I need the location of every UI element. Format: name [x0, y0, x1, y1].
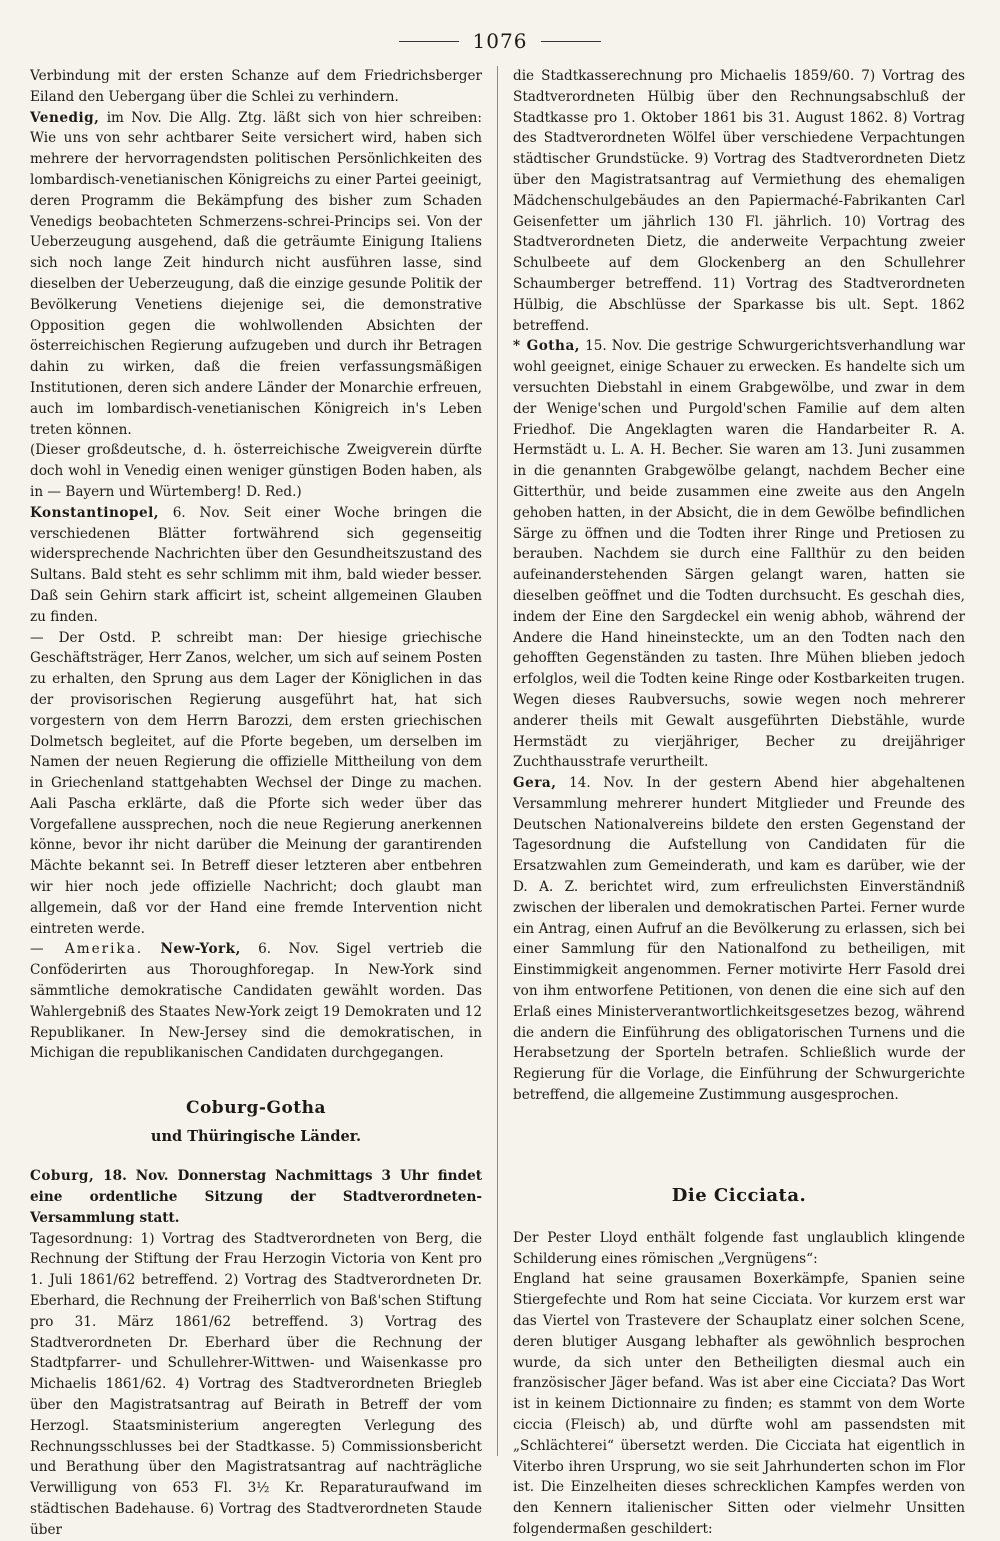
amerika-prefix: — Amerika. — [30, 941, 144, 958]
coburg-article — [30, 1166, 482, 1228]
gera-article — [513, 773, 965, 1106]
coburg-dateline: Coburg, — [30, 1168, 95, 1185]
page-number: 1076 — [472, 29, 528, 53]
konstantinopel-article — [30, 503, 482, 628]
cicciata-body: England hat seine grausamen Boxerkämpfe, Spanien seine Stiergefechte und Rom hat seine Cicciata. Vor kurzem erst war das Viertel von Trastevere der Schauplatz einer solchen Scene, deren blutiger Ausgang lebhafter als gewöhnlich besprochen wurde, da sich unter den Betheiligten diesmal auch ein französischer Jäger befand. Was ist aber eine Cicciata? Das Wort ist in keinem Dictionnaire zu finden; es stammt von dem Worte ciccia (Fleisch) ab, und dürfte wohl am passendsten mit „Schlächterei“ übersetzt werden. Die Cicciata hat eigentlich in Viterbo ihren Ursprung, wo sie seit Jahrhunderten schon im Flor ist. Die Einzelheiten dieses schrecklichen Kampfes werden von den Kennern italienischer Sitten oder vielmehr Unsitten folgendermaßen geschildert: — [513, 1271, 965, 1537]
section-subtitle: und Thüringische Länder. — [150, 1128, 362, 1146]
coburg-text: 18. Nov. Donnerstag Nachmittags 3 Uhr findet eine ordentliche Sitzung der Stadtverordneten-Versammlung statt. — [30, 1168, 482, 1226]
venedig-dateline: Venedig, — [30, 109, 100, 126]
left-column — [30, 66, 482, 1538]
cicciata-intro: Der Pester Lloyd enthält folgende fast unglaublich klingende Schilderung eines römischen „Vergnügens“: — [513, 1229, 965, 1267]
editor-note: (Dieser großdeutsche, d. h. österreichische Zweigverein dürfte doch wohl in Venedig einen weniger günstigen Boden haben, als in — Bayern und Würtemberg! D. Red.) — [30, 442, 482, 500]
continued-paragraph: Verbindung mit der ersten Schanze auf dem Friedrichsberger Eiland den Uebergang über die Schlei zu verhindern. — [30, 68, 482, 105]
gotha-text: 15. Nov. Die gestrige Schwurgerichtsverhandlung war wohl geeignet, einige Schauer zu erwecken. Es handelte sich um versuchten Diebstahl in einem Grabgewölbe, und zwar in dem der Wenige'schen und Purgold'schen Familie auf dem alten Friedhof. Die Angeklagten waren die Handarbeiter R. A. Hermstädt u. L. A. H. Becher. Sie waren am 13. Juni zusammen in die genannten Grabgewölbe gelangt, nachdem Becher eine Gitterthür, und beide zusammen eine zweite aus den Angeln gehoben hatten, in der Absicht, die in dem Gewölbe befindlichen Särge zu öffnen und die Todten ihrer Ringe und Pretiosen zu berauben. Nachdem sie durch eine Fallthür zu den beiden aufeinanderstehenden Särgen gelangt waren, hatten sie dieselben geöffnet und die Todten durchsucht. Es geschah dies, indem der Eine den Sargdeckel ein wenig abhob, während der Andere die Hand hineinsteckte, um an den Todten nach den gehofften Gegenständen zu tasten. Ihre Mühen blieben jedoch erfolglos, weil die Todten keine Ringe oder Kostbarkeiten trugen. Wegen dieses Raubversuchs, sowie wegen noch mehrerer anderer theils mit Gewalt ausgeführten Diebstähle, wurde Hermstädt zu vierjähriger, Becher zu dreijähriger Zuchthausstrafe verurtheilt. — [513, 338, 965, 771]
header-rule-right — [541, 41, 601, 42]
amerika-text: 6. Nov. Sigel vertrieb die Conföderirten aus Thoroughforegap. In New-York sind sämmtliche demokratische Candidaten gewählt worden. Das Wahlergebniß des Staates New-York zeigt 19 Demokraten und 12 Republikaner. In New-Jersey sind die demokratischen, in Michigan die republikanischen Candidaten durchgegangen. — [30, 941, 482, 1062]
right-column — [513, 66, 965, 1537]
gera-text: 14. Nov. In der gestern Abend hier abgehaltenen Versammlung mehrerer hundert Mitglieder und Freunde des Deutschen Nationalvereins bildete den ersten Gegenstand der Tagesordnung die Aufstellung von Candidaten für die Ersatzwahlen zum Gemeinderath, und kam es darüber, wie der D. A. Z. berichtet wird, zum erfreulichsten Einverständniß zwischen der liberalen und demokratischen Partei. Ferner wurde ein Antrag, einen Aufruf an die Bevölkerung zu erlassen, sich bei einer Sammlung für den Nationalfond zu betheiligen, mit Einstimmigkeit angenommen. Ferner motivirte Herr Fasold drei von ihm entworfene Petitionen, von denen die eine sich auf den Erlaß eines Ministerverantwortlichkeitsgesetzes bezog, während die andern die Einführung des obligatorischen Turnens und die Herabsetzung der Sporteln betrafen. Schließlich wurde der Regierung für die Vorlage, die Einführung der Schwurgerichte betreffend, die allgemeine Zustimmung ausgesprochen. — [513, 775, 965, 1104]
column-divider — [497, 66, 498, 1456]
tagesordnung: Tagesordnung: 1) Vortrag des Stadtverordneten von Berg, die Rechnung der Stiftung der Frau Herzogin Victoria von Kent pro 1. Juli 1861/62 betreffend. 2) Vortrag des Stadtverordneten Dr. Eberhard, die Rechnung der Freiherrlich von Baß'schen Stiftung pro 31. März 1861/62 betreffend. 3) Vortrag des Stadtverordneten Dr. Eberhard über die Rechnung der Stadtpfarrer- und Schullehrer-Wittwen- und Waisenkasse pro Michaelis 1861/62. 4) Vortrag des Stadtverordneten Briegleb über den Magistratsantrag auf Beirath in Betreff der vom Herzogl. Staatsministerium angeregten Verlegung des Rechnungsschlusses bei der Stadtkasse. 5) Commissionsbericht und Berathung über den Magistratsantrag auf nachträgliche Verwilligung von 653 Fl. 3½ Kr. Reparaturaufwand im städtischen Badehause. 6) Vortrag des Stadtverordneten Staude über — [30, 1230, 482, 1538]
venedig-text: im Nov. Die Allg. Ztg. läßt sich von hier schreiben: Wie uns von sehr achtbarer Seite versichert wird, haben sich mehrere der hervorragendsten politischen Persönlichkeiten des lombardisch-venetianischen Königreichs zu einer Partei geeinigt, deren Programm die Bekämpfung des bisher zum Schaden Venedigs beobachteten Schmerzens-schrei-Princips sei. Von der Ueberzeugung ausgehend, daß die geträumte Einigung Italiens sich noch lange Zeit hindurch nicht ausführen lasse, sind dieselben der Ueberzeugung, daß die einzige gesunde Politik der Bevölkerung Venetiens diejenige sei, die demonstrative Opposition gegen die wohlwollenden Absichten der österreichischen Regierung aufzugeben und durch ihr Betragen dahin zu wirken, daß die freien verfassungsmäßigen Institutionen, deren sich andere Länder der Monarchie erfreuen, auch im lombardisch-venetianischen Königreich in's Leben treten können. — [30, 109, 482, 438]
gera-dateline: Gera, — [513, 775, 557, 792]
venedig-article — [30, 108, 482, 441]
gotha-article — [513, 336, 965, 773]
ostd-post-article: — Der Ostd. P. schreibt man: Der hiesige griechische Geschäftsträger, Herr Zanos, welcher, um sich auf seinem Posten zu erhalten, den Sprung aus dem Lager der Königlichen in das der provisorischen Regierung ausgeführt hat, hat sich vorgestern von dem Herrn Barozzi, dem ersten griechischen Dolmetsch begleitet, auf die Pforte begeben, um derselben im Namen der neuen Regierung die offizielle Mittheilung von dem in Griechenland stattgehabten Wechsel der Dinge zu machen. Aali Pascha erklärte, daß die Pforte sich weder über das Vorgefallene aussprechen, noch die neue Regierung anerkennen könne, bevor ihr nicht darüber die Meinung der garantirenden Mächte bekannt sei. In Betreff dieser letzteren aber entbehren wir hier noch jede offizielle Nachricht; doch glaubt man allgemein, daß vor der Hand eine fremde Intervention nicht eintreten werde. — [30, 629, 482, 937]
konstantinopel-dateline: Konstantinopel, — [30, 504, 160, 521]
gotha-dateline: * Gotha, — [513, 338, 580, 355]
header-rule-left — [399, 41, 459, 42]
section-title: Coburg-Gotha — [185, 1098, 327, 1119]
article-title: Die Cicciata. — [671, 1184, 807, 1206]
konstantinopel-text: 6. Nov. Seit einer Woche bringen die verschiedenen Blätter fortwährend sich gegenseitig widersprechende Nachrichten über den Gesundheitszustand des Sultans. Bald steht es sehr schlimm mit ihm, bald wieder besser. Daß sein Gehirn stark afficirt ist, scheint allgemeinen Glauben zu finden. — [30, 504, 482, 625]
page-header — [0, 26, 1000, 56]
newyork-dateline: New-York, — [160, 941, 241, 958]
amerika-article — [30, 939, 482, 1064]
coburg-continuation: die Stadtkasserechnung pro Michaelis 1859/60. 7) Vortrag des Stadtverordneten Hülbig über den Rechnungsabschluß der Stadtkasse pro 1. Oktober 1861 bis 31. August 1862. 8) Vortrag des Stadtverordneten Wölfel über verschiedene Verpachtungen städtischer Grundstücke. 9) Vortrag des Stadtverordneten Dietz über den Magistratsantrag auf Vermiethung des ehemaligen Mädchenschulgebäudes an den Papiermaché-Fabrikanten Carl Geisenfetter um jährlich 130 Fl. jährlich. 10) Vortrag des Stadtverordneten Dietz, die anderweite Verpachtung zweier Schulbeete auf dem Glockenberg an den Schullehrer Schaumberger betreffend. 11) Vortrag des Stadtverordneten Hülbig, die Abschlüsse der Sparkasse bis ult. Sept. 1862 betreffend. — [513, 68, 965, 334]
